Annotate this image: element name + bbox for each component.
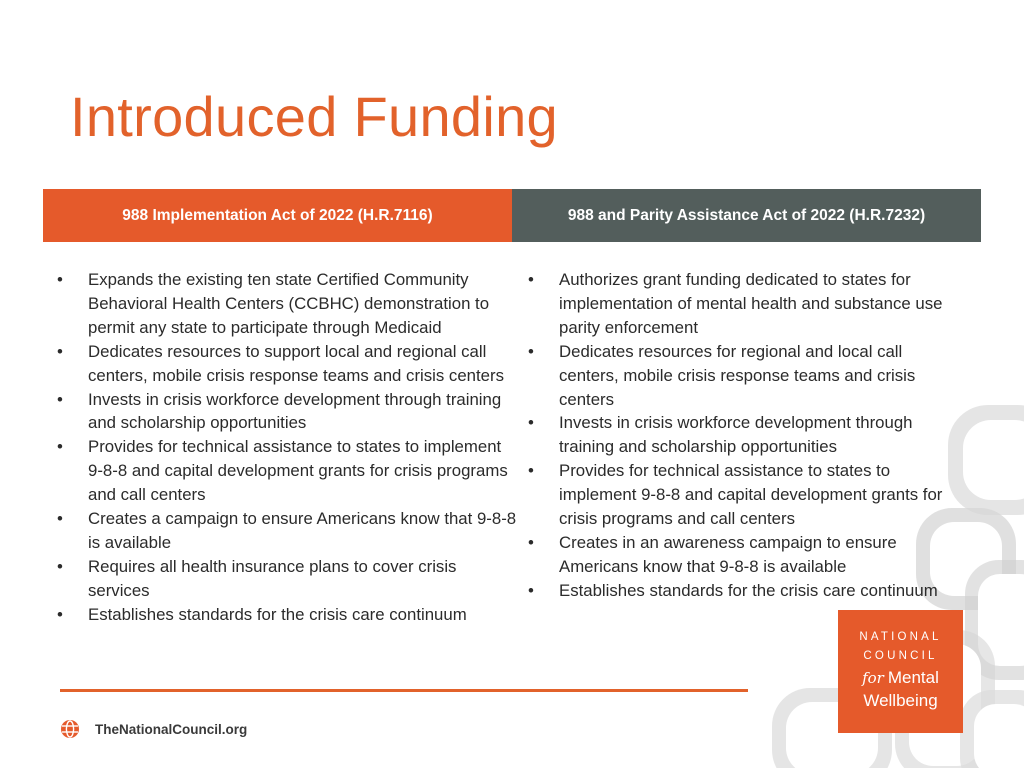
bullet-icon: • — [528, 413, 534, 433]
bullet-icon: • — [57, 509, 63, 529]
right-bullet-list — [528, 268, 960, 603]
bullet-icon: • — [57, 437, 63, 457]
bullet-icon: • — [57, 270, 63, 289]
list-item: • Invests in crisis workforce development through training and scholarship opportunities — [528, 413, 913, 457]
bullet-icon: • — [57, 341, 63, 361]
bullet-icon: • — [57, 556, 63, 576]
column-header-bar — [43, 189, 981, 242]
list-item: • Dedicates resources for regional and local call centers, mobile crisis response teams and crisis centers — [528, 341, 916, 409]
list-item: • Creates in an awareness campaign to ensure Americans know that 9-8-8 is available — [528, 532, 897, 576]
right-column-header: 988 and Parity Assistance Act of 2022 (H.R.7232) — [512, 189, 981, 242]
left-bullet-list — [57, 268, 517, 627]
list-item: • Provides for technical assistance to states to implement 9-8-8 and capital development grants for crisis programs and call centers — [57, 437, 508, 505]
bullet-icon: • — [528, 270, 534, 289]
list-item: • Authorizes grant funding dedicated to states for implementation of mental health and substance use parity enforcement — [528, 270, 943, 337]
bullet-icon: • — [57, 604, 63, 624]
list-item: • Creates a campaign to ensure Americans know that 9-8-8 is available — [57, 509, 517, 552]
logo-line-for-mental: for Mental — [862, 668, 939, 687]
footer-divider — [60, 689, 748, 692]
left-column-header: 988 Implementation Act of 2022 (H.R.7116) — [43, 189, 512, 242]
bullet-icon: • — [528, 532, 534, 552]
list-item: • Establishes standards for the crisis care continuum — [57, 603, 517, 627]
list-item: • Expands the existing ten state Certified Community Behavioral Health Centers (CCBHC) demonstration to permit any state to participate through Medicaid — [57, 270, 490, 337]
globe-icon — [60, 719, 80, 739]
bullet-icon: • — [57, 389, 63, 409]
footer-website-link[interactable]: TheNationalCouncil.org — [95, 721, 248, 737]
right-column — [528, 268, 960, 603]
bullet-icon: • — [528, 461, 534, 481]
logo-line-council: COUNCIL — [863, 650, 938, 662]
national-council-logo — [838, 610, 963, 733]
logo-line-national: NATIONAL — [859, 631, 942, 643]
list-item: • Dedicates resources to support local and regional call centers, mobile crisis response teams and crisis centers — [57, 341, 504, 385]
list-item: • Requires all health insurance plans to cover crisis services — [57, 556, 457, 600]
footer — [60, 719, 247, 739]
bullet-icon: • — [528, 580, 534, 600]
left-column — [57, 268, 517, 627]
bullet-icon: • — [528, 341, 534, 361]
list-item: • Invests in crisis workforce development through training and scholarship opportunities — [57, 389, 502, 433]
slide-title: Introduced Funding — [70, 85, 558, 148]
list-item: • Establishes standards for the crisis care continuum — [528, 579, 960, 603]
list-item: • Provides for technical assistance to states to implement 9-8-8 and capital development grants for crisis programs and call centers — [528, 461, 943, 529]
logo-line-wellbeing: Wellbeing — [863, 691, 938, 710]
